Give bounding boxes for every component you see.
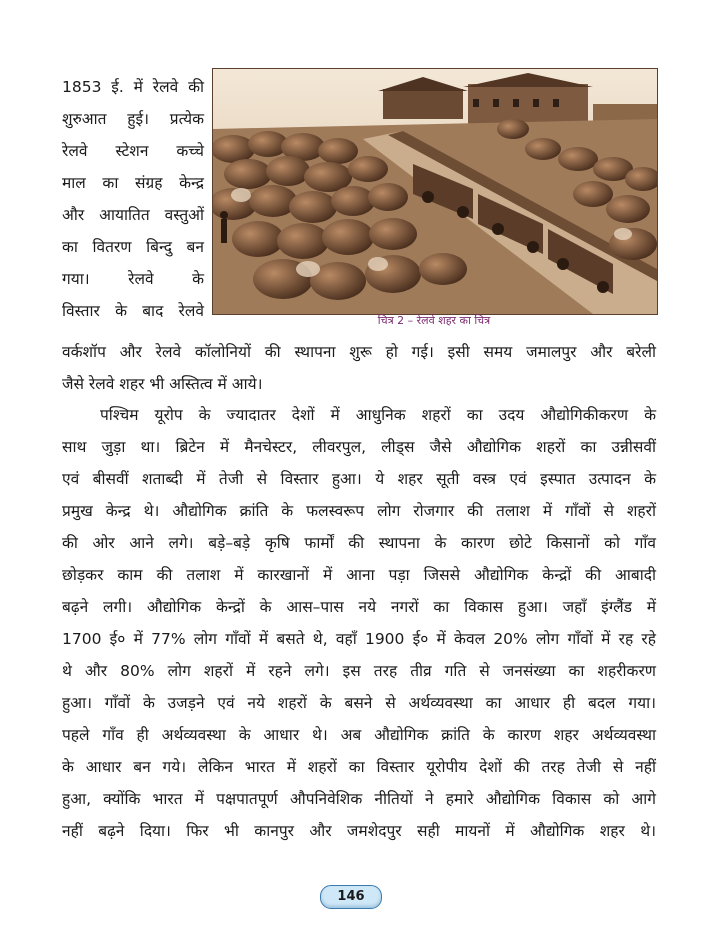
body-line: हुआ, क्योंकि भारत में पक्षपातपूर्ण औपनिवेशिक नीतियों ने हमारे औद्योगिक विकास को आगे [62, 790, 656, 808]
body-line: प्रमुख केन्द्र थे। औद्योगिक क्रांति के फलस्वरूप लोग रोजगार की तलाश में गाँवों से शहरों [62, 502, 656, 520]
body-line: नहीं बढ़ने दिया। फिर भी कानपुर और जमशेदपुर सही मायनों में औद्योगिक शहर थे। [62, 822, 656, 840]
intro-line: माल का संग्रह केन्द्र [62, 174, 204, 192]
figure-caption: चित्र 2 – रेलवे शहर का चित्र [377, 314, 491, 327]
body-line: थे और 80% लोग शहरों में रहने लगे। इस तरह तीव्र गति से जनसंख्या का शहरीकरण [62, 662, 656, 680]
body-line: छोड़कर काम की तलाश में कारखानों में आना पड़ा जिससे औद्योगिक केन्द्रों की आबादी [62, 566, 656, 584]
intro-line: विस्तार के बाद रेलवे [62, 302, 204, 320]
intro-line: शुरुआत हुई। प्रत्येक [62, 110, 204, 128]
body-line: पहले गाँव ही अर्थव्यवस्था के आधार थे। अब औद्योगिक क्रांति के कारण शहर अर्थव्यवस्था [62, 726, 656, 744]
intro-line: 1853 ई. में रेलवे की [62, 78, 204, 96]
railway-town-illustration [212, 68, 658, 315]
intro-line: रेलवे स्टेशन कच्चे [62, 142, 204, 160]
intro-line: का वितरण बिन्दु बन [62, 238, 204, 256]
body-line: हुआ। गाँवों के उजड़ने एवं नये शहरों के बसने से अर्थव्यवस्था का आधार ही बदल गया। [62, 694, 656, 712]
body-line: वर्कशॉप और रेलवे कॉलोनियों की स्थापना शुरू हो गई। इसी समय जमालपुर और बरेली [62, 343, 656, 361]
paragraph-first-line: पश्चिम यूरोप के ज्यादातर देशों में आधुनिक शहरों का उदय औद्योगिकीकरण के [100, 406, 656, 424]
page-number: 146 [320, 885, 382, 909]
body-line: 1700 ई० में 77% लोग गाँवों में बसते थे, वहाँ 1900 ई० में केवल 20% लोग गाँवों में रह रहे [62, 630, 656, 648]
body-line: के आधार बन गये। लेकिन भारत में शहरों का विस्तार यूरोपीय देशों की तरह तेजी से नहीं [62, 758, 656, 776]
body-line: एवं बीसवीं शताब्दी में तेजी से विस्तार हुआ। ये शहर सूती वस्त्र एवं इस्पात उत्पादन के [62, 470, 656, 488]
body-line: साथ जुड़ा था। ब्रिटेन में मैनचेस्टर, लीवरपुल, लीड्स जैसे औद्योगिक शहरों का उन्नीसवीं [62, 438, 656, 456]
body-line: बढ़ने लगी। औद्योगिक केन्द्रों के आस–पास नये नगरों का विकास हुआ। जहाँ इंग्लैंड में [62, 598, 656, 616]
body-line: जैसे रेलवे शहर भी अस्तित्व में आये। [62, 375, 263, 393]
body-line: की ओर आने लगे। बड़े–बड़े कृषि फार्मों की स्थापना के कारण छोटे किसानों को गाँव [62, 534, 656, 552]
intro-line: गया। रेलवे के [62, 270, 204, 288]
intro-line: और आयातित वस्तुओं [62, 206, 204, 224]
